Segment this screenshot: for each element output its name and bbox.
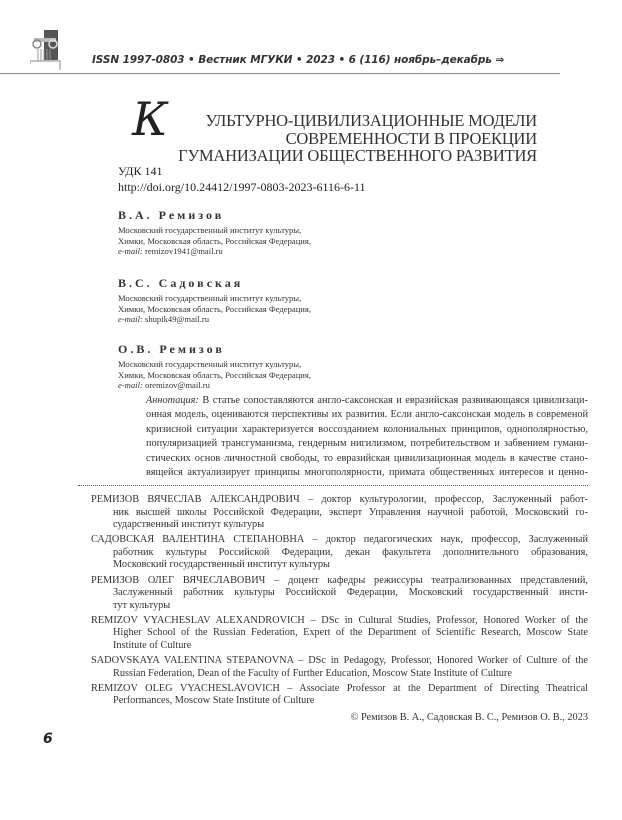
author-affiliation: Московский государственный институт культуры,: [118, 293, 302, 303]
title-line: УЛЬТУРНО-ЦИВИЛИЗАЦИОННЫЕ МОДЕЛИ: [205, 111, 537, 130]
author-block: [118, 208, 311, 257]
bio-line: Московский государственный институт культуры: [113, 559, 330, 571]
bio-line: Institute of Culture: [113, 640, 192, 652]
bio-line: сударственный институт культуры: [113, 519, 265, 531]
udk-code: УДК 141: [118, 164, 163, 178]
doi-link[interactable]: http://doi.org/10.24412/1997-0803-2023-6116-6-11: [118, 180, 366, 194]
bio-entry: [91, 683, 588, 708]
author-email[interactable]: remizov1941@mail.ru: [142, 246, 223, 256]
annotation-line: В статье сопоставляются англо-саксонская и евразийская развивающаяся цивилизаци-: [198, 395, 588, 406]
bio-entry: [91, 534, 588, 572]
annotation-line: онная модель, оцениваются перспективы их развития. Если англо-саксонская модель в современой: [146, 409, 588, 421]
bio-line: работник культуры Российской Федерации, декан факультета дополнительного образования,: [113, 546, 588, 558]
bio-line: ник высшей школы Российской Федерации, эксперт Управления научной работой, Московский го-: [113, 506, 588, 518]
running-header: ISSN 1997-0803 • Вестник МГУКИ • 2023 • 6 (116) ноябрь–декабрь ⇒: [92, 54, 505, 66]
bio-line: РЕМИЗОВ ОЛЕГ ВЯЧЕСЛАВОВИЧ – доцент кафедры режиссуры театрализованных представлений,: [91, 574, 588, 586]
annotation-label: Аннотация:: [146, 395, 199, 406]
author-bios: [91, 494, 588, 711]
bio-line: РЕМИЗОВ ВЯЧЕСЛАВ АЛЕКСАНДРОВИЧ – доктор культурологии, профессор, Заслуженный работ-: [91, 494, 588, 505]
author-email[interactable]: shupik49@mail.ru: [142, 314, 209, 324]
bio-line: Higher School of the Russian Federation, Expert of the Department of Scientific Research, Moscow State: [113, 627, 588, 639]
author-name: О.В. Ремизов: [118, 342, 225, 356]
author-location: Химки, Московская область, Российская Федерация,: [118, 369, 311, 380]
bio-line: REMIZOV VYACHESLAV ALEXANDROVICH – DSc in Cultural Studies, Professor, Honored Worker of the: [91, 614, 588, 626]
title-line: СОВРЕМЕННОСТИ В ПРОЕКЦИИ: [285, 128, 537, 148]
bio-line: Russian Federation, Dean of the Faculty of Further Education, Moscow State Institute of Culture: [113, 667, 512, 679]
author-block: [118, 276, 311, 325]
bio-entry: [91, 575, 588, 613]
article-title: [132, 92, 537, 165]
annotation: [146, 394, 588, 480]
bio-entry: [91, 655, 588, 680]
author-name: В.А. Ремизов: [118, 208, 225, 222]
column-capital-logo: [30, 30, 66, 70]
bio-entry: [91, 615, 588, 653]
title-initial: К: [132, 92, 168, 146]
email-label: e-mail:: [118, 314, 143, 324]
bio-line: Performances, Moscow State Institute of Culture: [113, 695, 315, 707]
footnote-divider: [78, 485, 588, 486]
author-block: [118, 342, 311, 391]
email-label: e-mail:: [118, 246, 143, 256]
author-name: В.С. Садовская: [118, 276, 244, 290]
bio-line: REMIZOV OLEG VYACHESLAVOVICH – Associate Professor at the Department of Directing Theatrical: [91, 682, 588, 694]
author-location: Химки, Московская область, Российская Федерация,: [118, 235, 311, 246]
author-affiliation: Московский государственный институт культуры,: [118, 225, 302, 235]
bio-line: Заслуженный работник культуры Российской Федерации, Московский государственный инсти-: [113, 587, 588, 599]
email-label: e-mail:: [118, 380, 143, 390]
bio-line: тут культуры: [113, 599, 171, 611]
bio-entry: [91, 494, 588, 532]
author-location: Химки, Московская область, Российская Федерация,: [118, 303, 311, 314]
author-affiliation: Московский государственный институт культуры,: [118, 359, 302, 369]
author-email[interactable]: oremizov@mail.ru: [142, 380, 210, 390]
annotation-line: популяризацией трансгуманизма, гендерным нигилизмом, потребительством и забвением гумани-: [146, 438, 588, 450]
title-line: ГУМАНИЗАЦИИ ОБЩЕСТВЕННОГО РАЗВИТИЯ: [178, 146, 537, 165]
page-number: 6: [43, 731, 53, 747]
annotation-line: кризисной ситуации характеризуется воссозданием колониальных принципов, однополярностью,: [146, 423, 588, 435]
bio-line: SADOVSKAYA VALENTINA STEPANOVNA – DSc in Pedagogy, Professor, Honored Worker of Culture of the: [91, 655, 588, 667]
annotation-line: вящейся актуализирует принципы многополярности, примата общественных интересов и ценно-: [146, 467, 588, 479]
annotation-line: стических основ личностной свободы, то евразийская цивилизационная модель в качестве стано-: [146, 452, 588, 464]
copyright: © Ремизов В. А., Садовская В. С., Ремизов О. В., 2023: [350, 712, 588, 723]
bio-line: САДОВСКАЯ ВАЛЕНТИНА СТЕПАНОВНА – доктор педагогических наук, профессор, Заслуженный: [91, 534, 588, 546]
header-rule: [0, 73, 560, 74]
